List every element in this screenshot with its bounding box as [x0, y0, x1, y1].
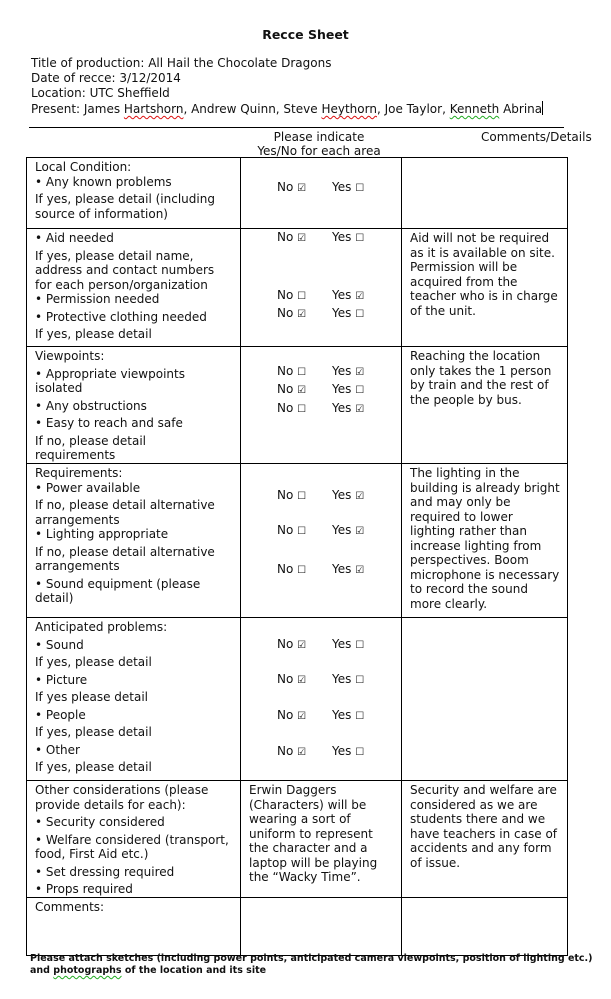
unchecked-box-icon[interactable]: ☐ [355, 233, 365, 244]
no-option[interactable]: No ☐ [277, 523, 307, 537]
text-cursor [542, 101, 543, 115]
yes-option[interactable]: Yes ☑ [332, 562, 365, 576]
comment-cell[interactable]: Security and welfare are considered as we are students there and we have teachers in case of accidents and any form of issue. [402, 781, 568, 898]
yes-no-pair[interactable] [277, 562, 364, 579]
yes-no-pair[interactable] [277, 672, 364, 689]
yes-no-pair[interactable] [277, 523, 364, 540]
unchecked-box-icon[interactable]: ☐ [297, 526, 307, 537]
yes-option[interactable]: Yes ☐ [332, 306, 365, 320]
footer-note: Please attach sketches (including power points, anticipated camera viewpoints, position of lighting etc.) and photographs of the location and its site [30, 953, 593, 976]
yes-option[interactable]: Yes ☐ [332, 744, 365, 758]
date-line: Date of recce: 3/12/2014 [31, 71, 181, 85]
yes-no-header: Please indicate Yes/No for each area [257, 130, 381, 158]
checked-box-icon[interactable]: ☑ [297, 711, 307, 722]
checked-box-icon[interactable]: ☑ [355, 526, 365, 537]
yes-no-pair[interactable] [277, 382, 364, 399]
comment-cell[interactable] [402, 618, 568, 781]
no-option[interactable]: No ☑ [277, 306, 307, 320]
other-considerations-details[interactable]: Erwin Daggers (Characters) will be wearing a sort of uniform to represent the character and a laptop will be playing the “Wacky Time”. [241, 781, 402, 898]
table-row [27, 781, 568, 898]
section-comments: Comments: [27, 898, 241, 956]
table-row [27, 229, 568, 347]
yes-no-pair[interactable] [277, 401, 364, 418]
yes-option[interactable]: Yes ☐ [332, 382, 365, 396]
production-title-line: Title of production: All Hail the Chocolate Dragons [31, 56, 332, 70]
yes-option[interactable]: Yes ☑ [332, 523, 365, 537]
checked-box-icon[interactable]: ☑ [355, 291, 365, 302]
comments-middle-cell[interactable] [241, 898, 402, 956]
no-option[interactable]: No ☑ [277, 672, 307, 686]
unchecked-box-icon[interactable]: ☐ [355, 385, 365, 396]
checked-box-icon[interactable]: ☑ [297, 747, 307, 758]
yes-no-pair[interactable] [277, 637, 364, 654]
unchecked-box-icon[interactable]: ☐ [297, 565, 307, 576]
checked-box-icon[interactable]: ☑ [355, 367, 365, 378]
recce-table [26, 157, 568, 956]
checked-box-icon[interactable]: ☑ [297, 675, 307, 686]
table-row [27, 158, 568, 229]
unchecked-box-icon[interactable]: ☐ [355, 640, 365, 651]
checked-box-icon[interactable]: ☑ [297, 183, 307, 194]
yes-option[interactable]: Yes ☑ [332, 364, 365, 378]
yes-no-pair[interactable] [277, 230, 364, 247]
no-option[interactable]: No ☑ [277, 744, 307, 758]
spelling-flag: Heythorn [321, 102, 377, 116]
unchecked-box-icon[interactable]: ☐ [355, 309, 365, 320]
comment-cell[interactable] [402, 898, 568, 956]
yes-no-pair[interactable] [277, 744, 364, 761]
checked-box-icon[interactable]: ☑ [297, 309, 307, 320]
yes-no-pair[interactable] [277, 364, 364, 381]
no-option[interactable]: No ☐ [277, 288, 307, 302]
table-row [27, 618, 568, 781]
no-option[interactable]: No ☑ [277, 708, 307, 722]
yes-no-pair[interactable] [277, 306, 364, 323]
yes-option[interactable]: Yes ☑ [332, 288, 365, 302]
section-aid: • Aid needed If yes, please detail name, address and contact numbers for each person/organization • Permission needed • Protective clothing needed If yes, please detail [27, 229, 241, 347]
section-anticipated-problems: Anticipated problems: • Sound If yes, please detail • Picture If yes please detail • People If yes, please detail • Other If yes, please detail [27, 618, 241, 781]
checked-box-icon[interactable]: ☑ [355, 491, 365, 502]
no-option[interactable]: No ☑ [277, 180, 307, 194]
yes-no-pair[interactable] [277, 708, 364, 725]
unchecked-box-icon[interactable]: ☐ [355, 711, 365, 722]
no-option[interactable]: No ☑ [277, 230, 307, 244]
table-row [27, 898, 568, 956]
divider [29, 127, 564, 128]
unchecked-box-icon[interactable]: ☐ [297, 404, 307, 415]
checked-box-icon[interactable]: ☑ [355, 404, 365, 415]
table-row [27, 464, 568, 618]
yes-option[interactable]: Yes ☑ [332, 488, 365, 502]
yes-no-pair[interactable] [277, 180, 364, 197]
yes-no-pair[interactable] [277, 488, 364, 505]
section-requirements: Requirements: • Power available If no, please detail alternative arrangements • Lighting appropriate If no, please detail alternative arrangements • Sound equipment (please detail) [27, 464, 241, 618]
grammar-flag: Kenneth [449, 102, 500, 116]
comment-cell[interactable]: Aid will not be required as it is available on site. Permission will be acquired from the teacher who is in charge of the unit. [402, 229, 568, 347]
yes-option[interactable]: Yes ☐ [332, 180, 365, 194]
no-option[interactable]: No ☐ [277, 562, 307, 576]
no-option[interactable]: No ☐ [277, 364, 307, 378]
section-other-considerations: Other considerations (please provide details for each): • Security considered • Welfare considered (transport, food, First Aid etc.) • Set dressing required • Props required [27, 781, 241, 898]
yes-option[interactable]: Yes ☐ [332, 708, 365, 722]
section-viewpoints: Viewpoints: • Appropriate viewpoints isolated • Any obstructions • Easy to reach and safe If no, please detail requirements [27, 347, 241, 464]
comment-cell[interactable] [402, 158, 568, 229]
page-title: Recce Sheet [262, 27, 349, 42]
yes-option[interactable]: Yes ☐ [332, 672, 365, 686]
table-row [27, 347, 568, 464]
no-option[interactable]: No ☐ [277, 401, 307, 415]
present-line[interactable]: Present: James Hartshorn, Andrew Quinn, Steve Heythorn, Joe Taylor, Kenneth Abrina [31, 102, 543, 116]
unchecked-box-icon[interactable]: ☐ [297, 367, 307, 378]
location-line: Location: UTC Sheffield [31, 86, 170, 100]
section-local-condition: Local Condition: • Any known problems If yes, please detail (including source of information) [27, 158, 241, 229]
unchecked-box-icon[interactable]: ☐ [297, 291, 307, 302]
checked-box-icon[interactable]: ☑ [297, 385, 307, 396]
grammar-flag: photographs [53, 965, 122, 976]
checked-box-icon[interactable]: ☑ [297, 640, 307, 651]
no-option[interactable]: No ☑ [277, 637, 307, 651]
checked-box-icon[interactable]: ☑ [297, 233, 307, 244]
unchecked-box-icon[interactable]: ☐ [355, 675, 365, 686]
unchecked-box-icon[interactable]: ☐ [297, 491, 307, 502]
comments-header: Comments/Details [481, 130, 592, 144]
unchecked-box-icon[interactable]: ☐ [355, 183, 365, 194]
checked-box-icon[interactable]: ☑ [355, 565, 365, 576]
no-option[interactable]: No ☑ [277, 382, 307, 396]
yes-option[interactable]: Yes ☐ [332, 230, 365, 244]
comment-cell[interactable]: The lighting in the building is already bright and may only be required to lower lighting rather than increase lighting from perspectives. Boom microphone is necessary to record the sound more clearly. [402, 464, 568, 618]
yes-no-pair[interactable] [277, 288, 364, 305]
yes-option[interactable]: Yes ☑ [332, 401, 365, 415]
comment-cell[interactable]: Reaching the location only takes the 1 person by train and the rest of the people by bus. [402, 347, 568, 464]
spelling-flag: Hartshorn [123, 102, 184, 116]
unchecked-box-icon[interactable]: ☐ [355, 747, 365, 758]
production-info [31, 56, 543, 117]
no-option[interactable]: No ☐ [277, 488, 307, 502]
yes-option[interactable]: Yes ☐ [332, 637, 365, 651]
